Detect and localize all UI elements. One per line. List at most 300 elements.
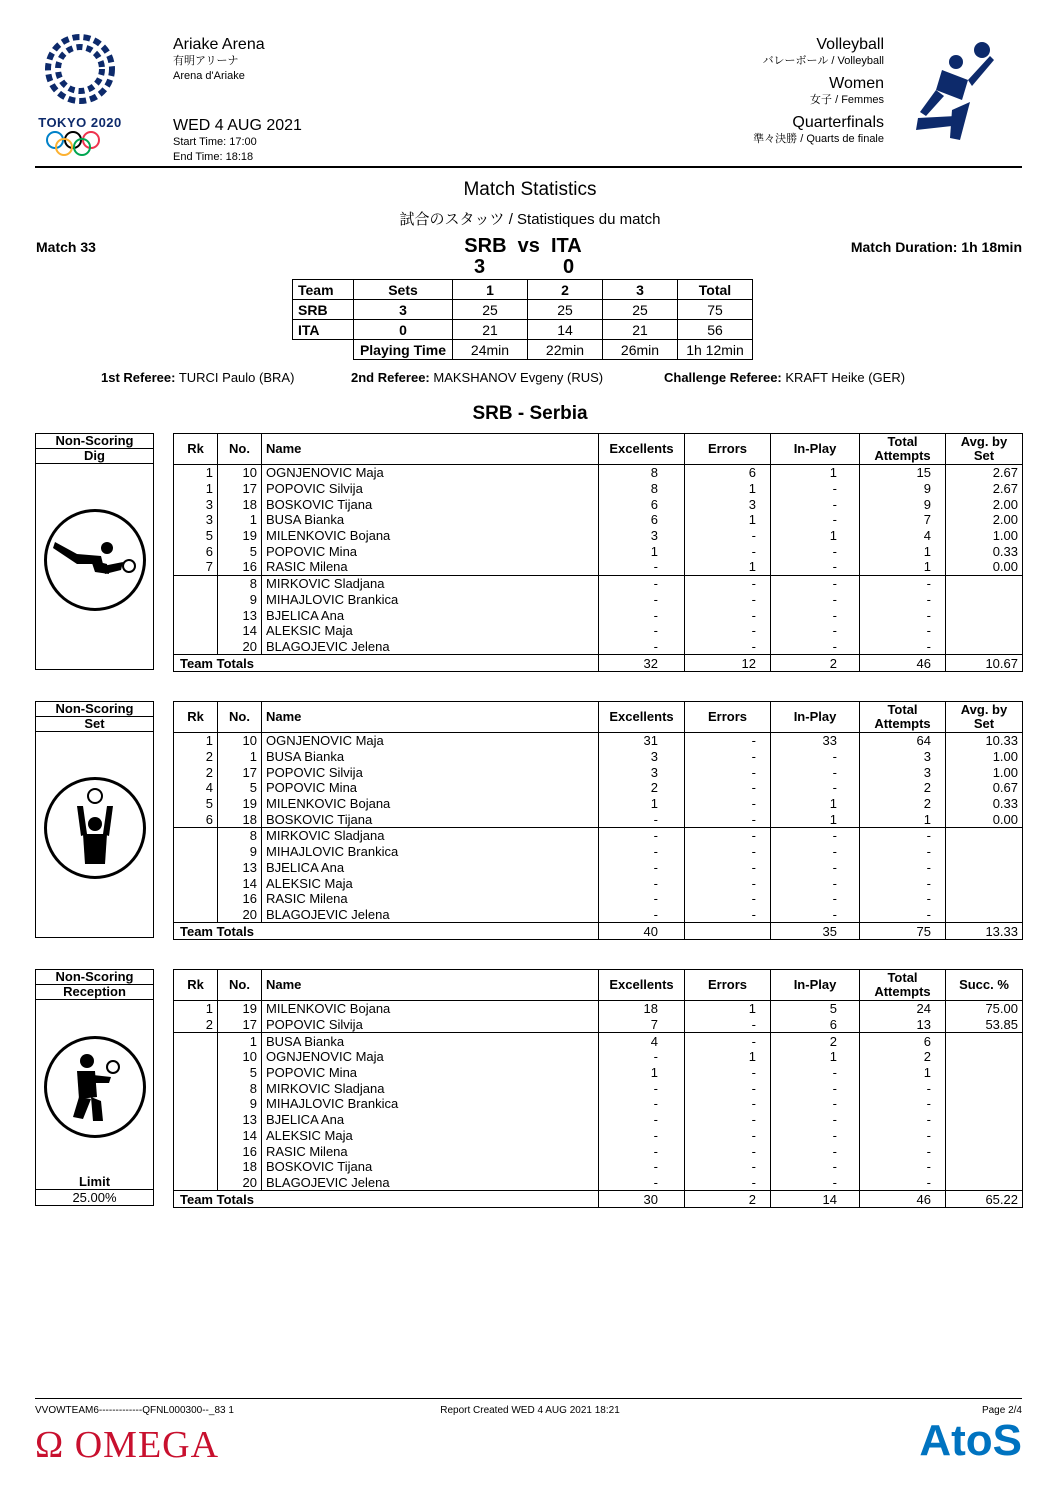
table-cell: MILENKOVIC Bojana [262,1001,599,1017]
table-cell: 75.00 [946,1001,1023,1017]
limit-value: 25.00% [72,1190,117,1205]
table-cell [174,1128,218,1144]
team-total-value: 10.67 [946,655,1023,672]
table-cell: - [685,844,771,860]
team-totals-label: Team Totals [174,655,599,672]
table-cell: 18 [599,1001,685,1017]
table-cell: 1.00 [946,764,1023,780]
table-cell [174,592,218,608]
table-cell: 6 [771,1017,860,1033]
table-cell: 9 [218,1096,262,1112]
table-row [174,543,1023,559]
team-total-value: 46 [860,1191,946,1208]
table-cell: 0.33 [946,796,1023,812]
table-row [174,512,1023,528]
team-total-value: 2 [685,1191,771,1208]
set-points: 25 [528,300,603,320]
table-cell: 17 [218,1017,262,1033]
table-cell: BLAGOJEVIC Jelena [262,639,599,655]
reception-col-header: Rk [174,970,218,1001]
table-row [174,607,1023,623]
table-row [174,1033,1023,1049]
table-cell: 17 [218,764,262,780]
table-cell: 33 [771,733,860,749]
table-cell: POPOVIC Mina [262,1065,599,1081]
table-cell: ALEKSIC Maja [262,1128,599,1144]
table-cell: 53.85 [946,1017,1023,1033]
sets-won: 3 [354,300,453,320]
dig-col-header: In-Play [771,434,860,465]
table-cell: - [685,907,771,923]
olympic-rings-icon [35,130,125,156]
team-total-value [685,923,771,940]
set-points: 21 [603,320,678,340]
table-row [174,1159,1023,1175]
table-cell: - [685,875,771,891]
table-cell [946,844,1023,860]
dig-col-header: Excellents [599,434,685,465]
table-cell: 1 [685,481,771,497]
col-total: Total [678,280,753,300]
col-set-3: 3 [603,280,678,300]
table-cell: 6 [174,811,218,827]
table-cell [946,1175,1023,1191]
page-subtitle: 試合のスタッツ / Statistiques du match [399,211,661,228]
sport-name-sub: バレーボール / Volleyball [762,55,884,67]
table-cell: OGNJENOVIC Maja [262,733,599,749]
team-total-value: 13.33 [946,923,1023,940]
table-cell: 3 [174,512,218,528]
table-cell: - [860,1112,946,1128]
total-points: 75 [678,300,753,320]
page-number: Page 2/4 [981,1405,1022,1416]
table-cell: 1.00 [946,528,1023,544]
table-cell: 16 [218,1143,262,1159]
table-cell: 19 [218,1001,262,1017]
second-referee: MAKSHANOV Evgeny (RUS) [433,370,604,385]
table-cell: MILENKOVIC Bojana [262,796,599,812]
table-row [174,733,1023,749]
score-srb: 3 [474,256,486,278]
table-cell: BUSA Bianka [262,512,599,528]
table-row [174,1096,1023,1112]
match-number: Match 33 [36,239,96,255]
set-duration: 24min [453,340,528,360]
table-cell: - [599,875,685,891]
team-total-value: 40 [599,923,685,940]
total-duration: 1h 12min [678,340,753,360]
table-row [174,575,1023,591]
table-cell: BUSA Bianka [262,749,599,765]
volleyball-pictogram-icon [912,40,998,144]
match-duration: Match Duration: 1h 18min [850,239,1022,255]
table-cell: 6 [174,543,218,559]
table-cell: ALEKSIC Maja [262,875,599,891]
table-cell: - [599,811,685,827]
table-cell: 64 [860,733,946,749]
table-cell: 13 [860,1017,946,1033]
set-points: 25 [603,300,678,320]
team-total-value: 35 [771,923,860,940]
dig-pictogram-icon [44,509,146,611]
event-block [640,36,884,147]
table-cell [946,1143,1023,1159]
games-logo [35,28,125,158]
table-row [174,496,1023,512]
dig-col-header: Errors [685,434,771,465]
table-cell: - [771,860,860,876]
table-row [174,1080,1023,1096]
table-cell: - [771,1065,860,1081]
dig-header-row [174,434,1023,465]
table-cell: 6 [685,465,771,481]
table-cell [946,875,1023,891]
page-title: Match Statistics [463,179,597,200]
table-cell: - [599,860,685,876]
table-cell [946,1096,1023,1112]
table-cell: 2.00 [946,496,1023,512]
table-cell: 13 [218,607,262,623]
table-cell: - [771,607,860,623]
atos-logo: AtoS [919,1416,1022,1465]
table-cell: - [860,607,946,623]
table-cell: - [771,891,860,907]
set-duration: 26min [603,340,678,360]
dig-col-header: Name [262,434,599,465]
table-cell: - [860,1143,946,1159]
table-cell: - [599,1112,685,1128]
table-cell: - [599,592,685,608]
venue-name-ja: 有明アリーナ [173,55,239,67]
table-cell: - [599,907,685,923]
table-cell [174,828,218,844]
table-cell: - [599,559,685,575]
reception-col-header: No. [218,970,262,1001]
table-cell: - [860,1096,946,1112]
table-cell: - [685,764,771,780]
table-cell: - [860,1128,946,1144]
table-cell [174,860,218,876]
reception-col-header: Succ. % [946,970,1023,1001]
table-cell: 3 [599,764,685,780]
table-cell: 1 [174,733,218,749]
table-cell: 1 [685,1049,771,1065]
table-cell: - [685,1080,771,1096]
reception-col-header: Errors [685,970,771,1001]
table-cell [946,575,1023,591]
table-cell: - [685,828,771,844]
table-cell: 19 [218,796,262,812]
table-row [174,860,1023,876]
table-cell [946,607,1023,623]
table-cell: 9 [218,844,262,860]
gender-name-sub: 女子 / Femmes [810,94,884,106]
table-cell: - [685,749,771,765]
table-cell: - [771,749,860,765]
table-row [174,1017,1023,1033]
team-code: ITA [293,320,354,340]
table-cell: - [685,891,771,907]
team-total-value: 30 [599,1191,685,1208]
table-cell: - [771,875,860,891]
table-cell: 18 [218,1159,262,1175]
score-header-row [293,280,753,300]
table-cell: 8 [599,481,685,497]
table-cell [946,1065,1023,1081]
total-points: 56 [678,320,753,340]
table-cell: - [860,1175,946,1191]
score-row-srb [293,300,753,320]
table-cell: - [771,1128,860,1144]
table-cell [946,907,1023,923]
table-cell: - [685,811,771,827]
set-label-2: Set [36,717,153,732]
table-cell: BJELICA Ana [262,607,599,623]
table-cell [174,1143,218,1159]
phase-name: Quarterfinals [792,114,884,131]
table-cell: 3 [599,749,685,765]
table-cell: - [771,1159,860,1175]
table-cell [174,1065,218,1081]
table-cell: - [599,1049,685,1065]
playing-time-row [293,340,753,360]
table-cell [174,1175,218,1191]
set-col-header: No. [218,702,262,733]
table-cell: 1 [685,559,771,575]
table-cell [174,1033,218,1049]
dig-sidebox [35,433,154,670]
challenge-referee-label: Challenge Referee: [664,370,782,385]
reception-label-1: Non-Scoring [36,970,153,985]
table-cell: - [685,543,771,559]
table-cell: 2.67 [946,465,1023,481]
end-time: End Time: 18:18 [173,151,254,163]
table-cell: 1 [174,1001,218,1017]
table-cell: - [599,1080,685,1096]
reception-totals-row [174,1191,1023,1208]
challenge-referee: KRAFT Heike (GER) [785,370,906,385]
table-cell: 2 [174,749,218,765]
table-cell: - [860,875,946,891]
table-cell: POPOVIC Silvija [262,764,599,780]
team-total-value: 2 [771,655,860,672]
table-cell: - [599,575,685,591]
dig-col-header: Total Attempts [860,434,946,465]
table-cell: - [860,575,946,591]
table-cell: - [771,764,860,780]
team-total-value: 46 [860,655,946,672]
sport-name: Volleyball [816,36,884,53]
table-cell: RASIC Milena [262,559,599,575]
dig-col-header: Avg. by Set [946,434,1023,465]
table-cell [946,1033,1023,1049]
table-row [174,1112,1023,1128]
table-cell: 8 [218,575,262,591]
set-points: 14 [528,320,603,340]
dig-totals-row [174,655,1023,672]
table-cell: POPOVIC Mina [262,780,599,796]
team-total-value: 32 [599,655,685,672]
table-cell [174,844,218,860]
table-cell: 8 [218,1080,262,1096]
table-cell: - [685,592,771,608]
table-cell: - [860,828,946,844]
set-score-table [292,279,753,360]
table-row [174,639,1023,655]
table-cell: - [599,1175,685,1191]
table-cell: 1.00 [946,749,1023,765]
table-cell: OGNJENOVIC Maja [262,1049,599,1065]
table-cell: - [685,1175,771,1191]
set-points: 25 [453,300,528,320]
table-cell: - [685,528,771,544]
table-cell: 9 [860,496,946,512]
table-cell: - [599,623,685,639]
table-cell: - [685,1128,771,1144]
table-cell: 5 [174,796,218,812]
team-total-value: 65.22 [946,1191,1023,1208]
table-cell: - [771,512,860,528]
table-cell [174,875,218,891]
table-cell: 1 [174,481,218,497]
table-cell: - [771,496,860,512]
dig-label-2: Dig [36,449,153,464]
venue-name-fr: Arena d'Ariake [173,70,245,82]
table-row [174,1001,1023,1017]
table-cell: - [771,780,860,796]
col-team: Team [293,280,354,300]
table-cell: 3 [685,496,771,512]
reception-sidebox [35,969,154,1206]
table-cell: 1 [771,465,860,481]
table-cell: MIHAJLOVIC Brankica [262,1096,599,1112]
document-code: VVOWTEAM6-------------QFNL000300--_83 1 [35,1405,234,1416]
table-cell: - [771,828,860,844]
table-row [174,749,1023,765]
table-cell: MIHAJLOVIC Brankica [262,844,599,860]
table-cell [174,639,218,655]
set-col-header: Total Attempts [860,702,946,733]
table-cell: 3 [174,496,218,512]
score-ita: 0 [563,256,575,278]
table-row [174,844,1023,860]
table-cell: 4 [599,1033,685,1049]
table-cell: RASIC Milena [262,1143,599,1159]
table-cell: 2 [860,1049,946,1065]
table-cell: - [860,623,946,639]
team-title: SRB - Serbia [472,403,588,424]
table-cell: 1 [218,749,262,765]
score-row-ita [293,320,753,340]
report-created: Report Created WED 4 AUG 2021 18:21 [440,1405,620,1416]
table-cell: 10 [218,465,262,481]
col-sets: Sets [354,280,453,300]
table-cell: 20 [218,1175,262,1191]
table-cell: BOSKOVIC Tijana [262,1159,599,1175]
table-cell: - [771,623,860,639]
table-row [174,891,1023,907]
table-cell [946,1128,1023,1144]
table-cell: 5 [218,1065,262,1081]
reception-table [173,969,1022,1208]
table-cell [174,607,218,623]
table-cell: 24 [860,1001,946,1017]
table-cell: 7 [860,512,946,528]
reception-col-header: Name [262,970,599,1001]
table-row [174,1175,1023,1191]
table-cell: - [685,860,771,876]
table-cell [946,860,1023,876]
set-label-1: Non-Scoring [36,702,153,717]
table-cell [174,1049,218,1065]
table-cell: - [860,844,946,860]
set-col-header: Name [262,702,599,733]
table-row [174,623,1023,639]
table-cell [174,1080,218,1096]
reception-col-header: In-Play [771,970,860,1001]
table-cell: 6 [599,512,685,528]
table-row [174,811,1023,827]
venue-block [173,36,265,84]
table-cell [174,907,218,923]
table-row [174,875,1023,891]
gender-name: Women [829,75,884,92]
set-col-header: In-Play [771,702,860,733]
table-cell: - [685,1112,771,1128]
team-total-value: 75 [860,923,946,940]
table-cell: 1 [174,465,218,481]
table-cell: - [685,1017,771,1033]
table-cell: 9 [218,592,262,608]
table-cell: 13 [218,1112,262,1128]
table-cell: 1 [685,512,771,528]
table-cell: 3 [860,749,946,765]
playing-time-label: Playing Time [354,340,453,360]
table-cell: 3 [599,528,685,544]
table-cell: 19 [218,528,262,544]
table-cell: POPOVIC Silvija [262,1017,599,1033]
table-cell: 3 [860,764,946,780]
table-cell: MIHAJLOVIC Brankica [262,592,599,608]
dig-col-header: Rk [174,434,218,465]
table-cell: 1 [771,1049,860,1065]
tokyo-emblem-icon [35,28,125,110]
table-cell: - [685,733,771,749]
table-cell [174,623,218,639]
start-time: Start Time: 17:00 [173,136,257,148]
first-referee: TURCI Paulo (BRA) [178,370,295,385]
table-cell: - [771,575,860,591]
table-cell: 6 [599,496,685,512]
set-duration: 22min [528,340,603,360]
dig-col-header: No. [218,434,262,465]
set-totals-row [174,923,1023,940]
table-cell: OGNJENOVIC Maja [262,465,599,481]
team-code: SRB [293,300,354,320]
table-cell [174,575,218,591]
table-cell: 1 [860,543,946,559]
table-cell: - [771,592,860,608]
table-cell: 2 [174,764,218,780]
table-cell [946,623,1023,639]
table-cell: 18 [218,811,262,827]
table-cell: - [599,639,685,655]
table-cell: - [685,1096,771,1112]
table-cell: 0.00 [946,559,1023,575]
table-cell: - [685,1159,771,1175]
table-row [174,481,1023,497]
col-set-1: 1 [453,280,528,300]
